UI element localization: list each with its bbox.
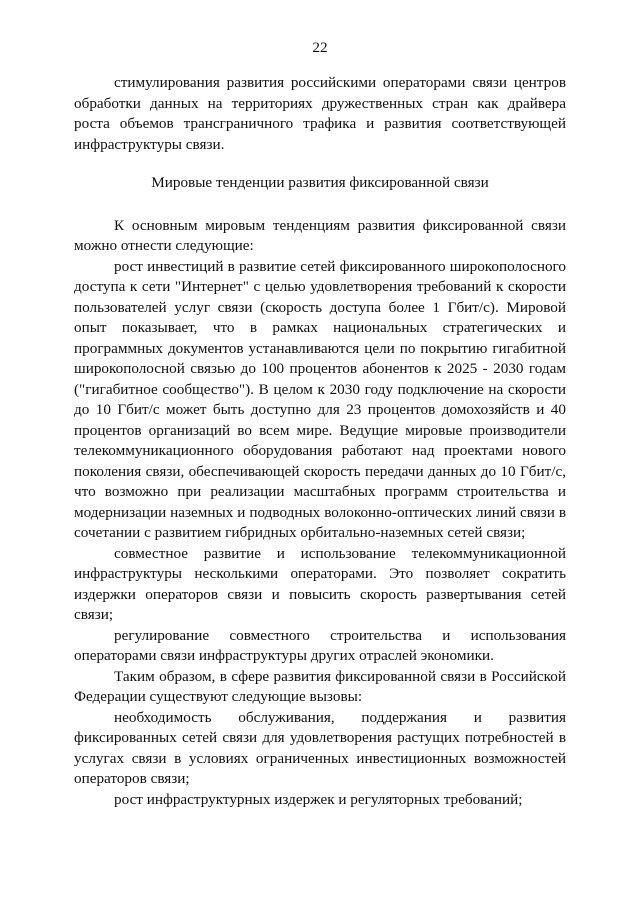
document-body <box>74 73 566 810</box>
paragraph-investment-growth: рост инвестиций в развитие сетей фиксированного широкополосного доступа к сети "Интернет" с целью удовлетворения требований к скорости пользователей услуг связи (скорость доступа более 1 Гбит/с). Мировой опыт показывает, что в рамках национальных стратегических и программных документов устанавливаются цели по покрытию гигабитной широкополосной связью до 100 процентов абонентов к 2025 - 2030 годам ("гигабитное сообщество"). В целом к 2030 году подключение на скорости до 10 Гбит/с может быть доступно для 23 процентов домохозяйств и 40 процентов организаций во всем мире. Ведущие мировые производители телекоммуникационного оборудования работают над проектами нового поколения связи, обеспечивающей скорость передачи данных до 10 Гбит/с, что возможно при реализации масштабных программ строительства и модернизации наземных и подводных волоконно-оптических линий связи в сочетании с развитием гибридных орбитально-наземных сетей связи; <box>74 257 566 541</box>
section-heading: Мировые тенденции развития фиксированной связи <box>151 174 489 191</box>
paragraph-regulation: регулирование совместного строительства и использования операторами связи инфраструктуры других отраслей экономики. <box>74 626 566 664</box>
paragraph-cost-growth: рост инфраструктурных издержек и регуляторных требований; <box>114 790 523 808</box>
paragraph-continuation: стимулирования развития российскими операторами связи центров обработки данных на территориях дружественных стран как драйвера роста объемов трансграничного трафика и развития соответствующей инфраструктуры связи. <box>74 74 566 153</box>
paragraph-intro: К основным мировым тенденциям развития фиксированной связи можно отнести следующие: <box>74 216 566 254</box>
page-number: 22 <box>312 39 328 56</box>
paragraph-maintenance-need: необходимость обслуживания, поддержания и развития фиксированных сетей связи для удовлетворения растущих потребностей в услугах связи в условиях ограниченных инвестиционных возможностей операторов связи; <box>74 708 566 787</box>
paragraph-joint-infrastructure: совместное развитие и использование телекоммуникационной инфраструктуры несколькими операторами. Это позволяет сократить издержки операторов связи и повысить скорость развертывания сетей связи; <box>74 544 566 623</box>
paragraph-challenges-intro: Таким образом, в сфере развития фиксированной связи в Российской Федерации существуют следующие вызовы: <box>74 667 566 705</box>
